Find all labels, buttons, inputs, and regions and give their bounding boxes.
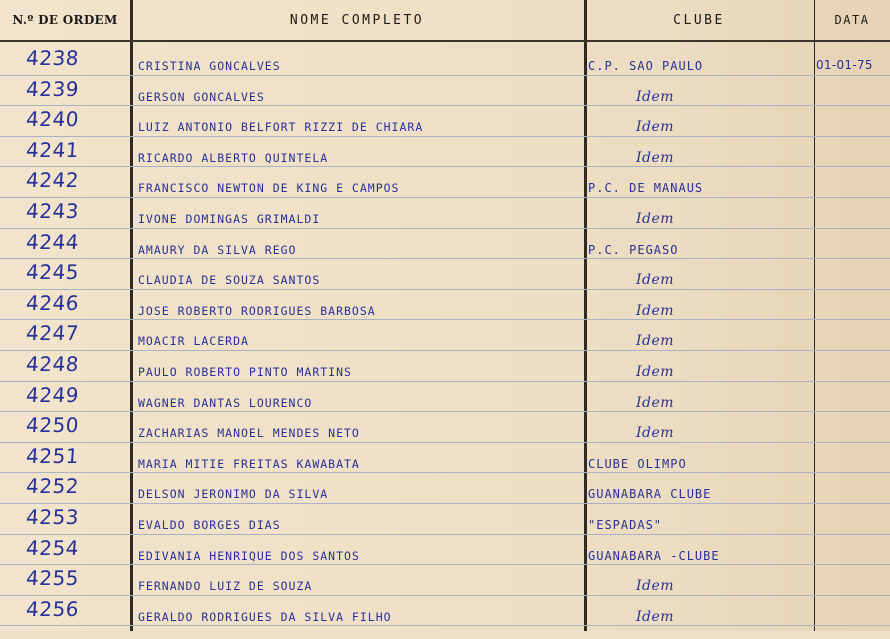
header-clube: CLUBE <box>673 12 725 28</box>
row-nome: DELSON JERONIMO DA SILVA <box>138 487 329 502</box>
row-rule <box>0 442 890 443</box>
row-numero: 4250 <box>25 413 80 438</box>
row-nome: EDIVANIA HENRIQUE DOS SANTOS <box>138 548 360 563</box>
row-rule <box>0 381 890 382</box>
row-clube: Idem <box>636 88 675 105</box>
row-rule <box>0 472 890 473</box>
row-clube: C.P. SAO PAULO <box>588 59 704 73</box>
row-numero: 4249 <box>25 382 80 407</box>
row-rule <box>0 595 890 596</box>
row-numero: 4248 <box>25 352 80 376</box>
row-numero: 4242 <box>25 168 80 193</box>
row-nome: IVONE DOMINGAS GRIMALDI <box>138 212 321 226</box>
header-numero-ordem: N.º DE ORDEM <box>12 13 118 27</box>
header-rule <box>0 40 890 42</box>
row-clube: Idem <box>636 149 675 166</box>
row-numero: 4244 <box>25 229 80 254</box>
row-numero: 4251 <box>25 443 80 468</box>
row-numero: 4255 <box>25 566 80 591</box>
column-rule <box>586 0 587 631</box>
header-data: DATA <box>834 13 870 27</box>
row-clube: Idem <box>636 272 675 289</box>
row-clube: P.C. DE MANAUS <box>588 181 704 196</box>
row-numero: 4241 <box>25 137 80 162</box>
row-data <box>816 258 888 289</box>
ledger-row <box>0 166 890 197</box>
row-nome: GERALDO RODRIGUES DA SILVA FILHO <box>138 609 392 624</box>
row-numero: 4240 <box>25 107 80 132</box>
row-rule <box>0 564 890 565</box>
row-numero: 4247 <box>25 321 80 346</box>
row-numero: 4246 <box>25 290 80 315</box>
row-rule <box>0 105 890 106</box>
row-numero: 4243 <box>25 199 80 223</box>
ledger-row <box>0 289 890 320</box>
row-data <box>816 75 888 106</box>
row-rule <box>0 350 890 351</box>
row-nome: FRANCISCO NEWTON DE KING E CAMPOS <box>138 181 400 196</box>
row-nome: MARIA MITIE FREITAS KAWABATA <box>138 456 360 471</box>
row-data <box>816 319 888 350</box>
row-nome: GERSON GONCALVES <box>138 89 265 104</box>
column-rule <box>132 0 133 631</box>
row-rule <box>0 228 890 229</box>
column-rule <box>814 0 815 631</box>
row-data <box>816 503 888 534</box>
ledger-row <box>0 381 890 412</box>
row-data <box>816 381 888 412</box>
row-nome: PAULO ROBERTO PINTO MARTINS <box>138 365 352 379</box>
ledger-row <box>0 350 890 381</box>
ledger-row <box>0 595 890 626</box>
row-rule <box>0 136 890 137</box>
row-clube: Idem <box>636 608 675 625</box>
row-nome: CRISTINA GONCALVES <box>138 59 281 73</box>
row-nome: WAGNER DANTAS LOURENCO <box>138 395 313 410</box>
row-clube: Idem <box>636 364 675 380</box>
row-numero: 4245 <box>25 260 80 285</box>
ledger-row <box>0 105 890 136</box>
row-rule <box>0 75 890 76</box>
row-data <box>816 136 888 167</box>
row-clube: GUANABARA CLUBE <box>588 487 712 502</box>
row-data <box>816 534 888 565</box>
ledger-row <box>0 44 890 75</box>
row-nome: CLAUDIA DE SOUZA SANTOS <box>138 273 321 288</box>
row-data <box>816 442 888 473</box>
row-data <box>816 197 888 228</box>
row-rule <box>0 411 890 412</box>
row-numero: 4256 <box>25 596 80 621</box>
row-clube: Idem <box>636 394 675 411</box>
row-nome: EVALDO BORGES DIAS <box>138 518 281 532</box>
row-rule <box>0 534 890 535</box>
ledger-row <box>0 534 890 565</box>
ledger-row <box>0 472 890 503</box>
row-clube: Idem <box>636 333 675 350</box>
row-nome: RICARDO ALBERTO QUINTELA <box>138 150 329 165</box>
ledger-row <box>0 136 890 167</box>
row-nome: JOSE ROBERTO RODRIGUES BARBOSA <box>138 303 376 318</box>
row-nome: ZACHARIAS MANOEL MENDES NETO <box>138 426 360 441</box>
row-clube: P.C. PEGASO <box>588 242 679 257</box>
row-data <box>816 228 888 259</box>
row-clube: Idem <box>636 119 675 136</box>
ledger-row <box>0 442 890 473</box>
row-nome: FERNANDO LUIZ DE SOUZA <box>138 579 313 594</box>
row-rule <box>0 166 890 167</box>
row-numero: 4239 <box>25 76 80 101</box>
header-nome-completo: NOME COMPLETO <box>289 12 425 28</box>
row-data <box>816 350 888 381</box>
row-clube: GUANABARA -CLUBE <box>588 548 720 563</box>
ledger-row <box>0 564 890 595</box>
ledger-row <box>0 197 890 228</box>
row-nome: LUIZ ANTONIO BELFORT RIZZI DE CHIARA <box>138 120 424 135</box>
row-numero: 4253 <box>25 505 80 529</box>
ledger-row <box>0 503 890 534</box>
row-data <box>816 166 888 197</box>
row-rule <box>0 625 890 626</box>
row-data <box>816 472 888 503</box>
ledger-row <box>0 228 890 259</box>
row-clube: Idem <box>636 302 675 319</box>
row-rule <box>0 289 890 290</box>
ledger-row <box>0 411 890 442</box>
row-clube: CLUBE OLIMPO <box>588 456 687 471</box>
row-numero: 4252 <box>25 474 80 499</box>
row-rule <box>0 503 890 504</box>
ledger-row <box>0 75 890 106</box>
row-clube: Idem <box>636 211 675 227</box>
row-clube: Idem <box>636 425 675 442</box>
row-clube: Idem <box>636 578 675 595</box>
row-data <box>816 411 888 442</box>
row-nome: MOACIR LACERDA <box>138 334 249 349</box>
row-data: 01-01-75 <box>816 58 873 72</box>
row-nome: AMAURY DA SILVA REGO <box>138 242 297 257</box>
row-rule <box>0 319 890 320</box>
row-numero: 4238 <box>25 46 80 70</box>
ledger-row <box>0 258 890 289</box>
row-data <box>816 289 888 320</box>
ledger-row <box>0 319 890 350</box>
row-numero: 4254 <box>25 535 80 560</box>
row-data <box>816 105 888 136</box>
row-rule <box>0 197 890 198</box>
row-clube: "ESPADAS" <box>588 518 663 532</box>
row-data <box>816 595 888 626</box>
row-rule <box>0 258 890 259</box>
row-data <box>816 564 888 595</box>
